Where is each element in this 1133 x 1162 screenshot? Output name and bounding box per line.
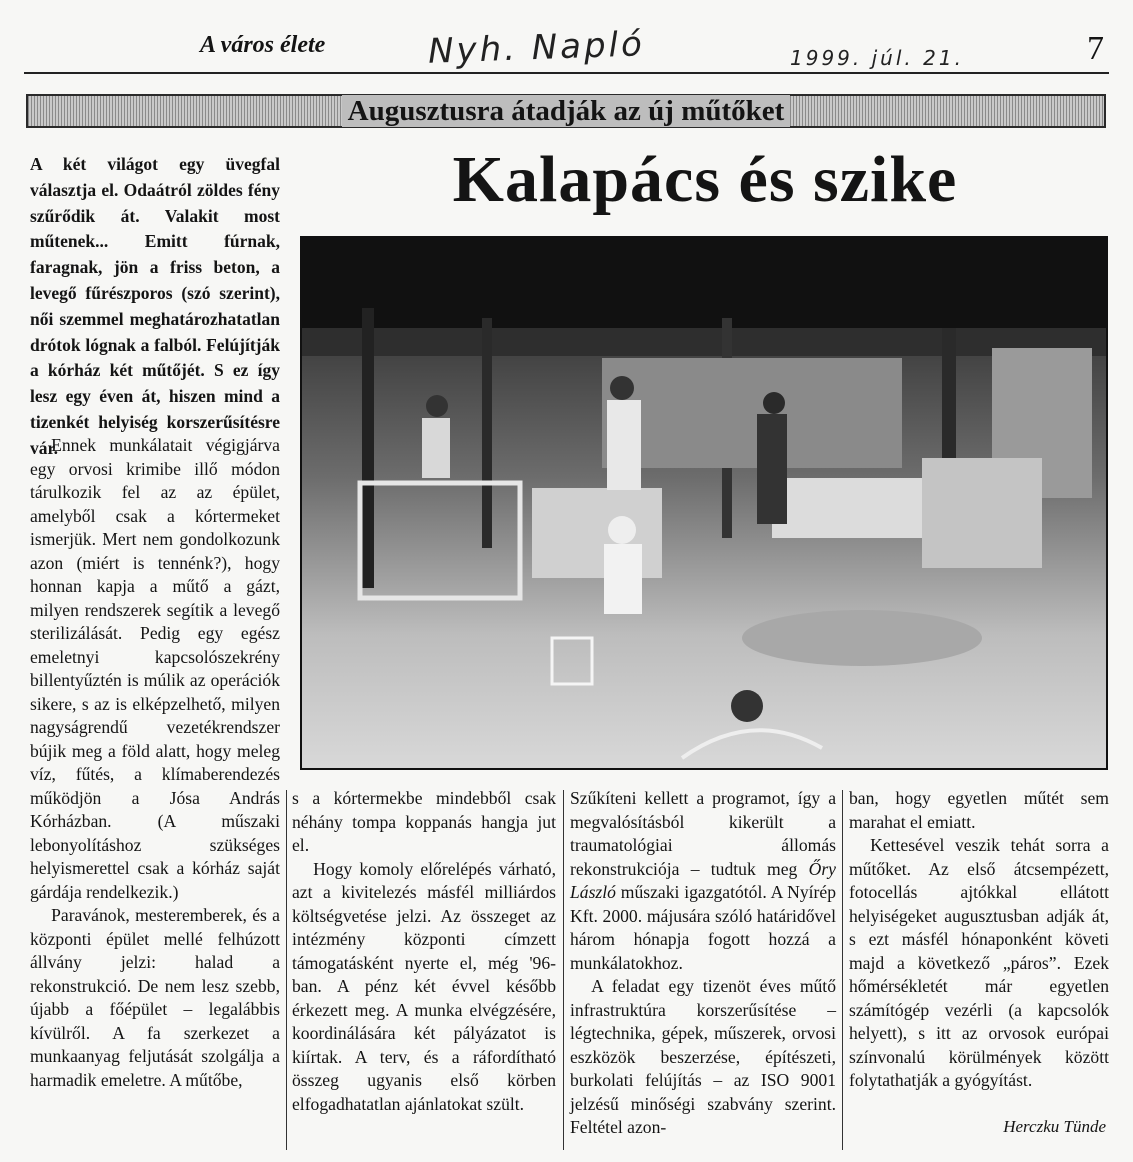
construction-photo-illustration (302, 238, 1106, 768)
body-column-4 (849, 787, 1109, 1093)
headline: Kalapács és szike (452, 143, 958, 216)
paragraph: A feladat egy tizenöt éves műtő infrastruktúra korszerűsítése – légtechnika, gépek, műszerek, orvosi eszközök beszerzése, építészeti, burkolati felújítás – az ISO 9001 jelzésű minőségi szabvány szerint. Feltétel azon- (570, 976, 836, 1137)
section-title: A város élete (200, 32, 326, 58)
paragraph: Ennek munkálatait végigjárva egy orvosi krimibe illő módon tárulkozik fel az az épület, amelyből csak a kórtermeket ismerjük. Mert nem gondolkozunk azon (miért is tennénk?), hogy honnan kapja a műtő a gázt, milyen rendszerek segítik a levegő sterilizálását. Pedig egy egész emeletnyi kapcsolószekrény billentyűztén is múlik az operációk sikere, s az is elképzelhető, milyen nagyságrendű vezetékrendszer bújik meg a föld alatt, hogy meleg víz, fűtés, a klímaberendezés működjön a Jósa András Kórházban. (A műszaki lebonyolításhoz szükséges helyismerettel csak a kórház saját gárdája rendelkezik.) (30, 435, 280, 902)
kicker-text: Augusztusra átadják az új műtőket (342, 95, 791, 127)
page-number: 7 (1087, 30, 1104, 67)
paragraph: Hogy komoly előrelépés várható, azt a kivitelezés másfél milliárdos költségvetése jelzi. Az összeget az intézmény központi címzett támogatásként nyerte el, még '96-ban. A pénz két évvel később érkezett meg. A munka elvégzésére, koordinálására két pályázatot is kiírtak. A terv, és a ráfordítható összeg ugyanis első körben elfogadhatatlan ajánlatokat szült. (292, 858, 556, 1114)
article-photo (300, 236, 1108, 770)
paragraph: s a kórtermekbe mindebből csak néhány tompa koppanás hangja jut el. (292, 788, 556, 855)
text-run: Szűkíteni kellett a programot, így a megvalósításból kikerült a traumatológiai állomás rekonstrukciója – tudtuk meg (570, 788, 836, 879)
kicker-banner (26, 94, 1106, 128)
handwritten-publication-name: Nyh. Napló (427, 24, 646, 72)
handwritten-date: 1999. júl. 21. (790, 46, 964, 70)
body-column-3 (570, 787, 836, 1140)
column-divider (842, 790, 843, 1150)
body-column-1 (30, 434, 280, 1092)
lead-paragraph: A két világot egy üvegfal választja el. Odaátról zöldes fény szűrődik át. Valakit most műtenek... Emitt fúrnak, faragnak, jön a friss beton, a levegő fűrészporos (szó szerint), női szemmel meghatározhatatlan drótok lógnak a falból. Felújítják a kórház két műtőjét. S ez így lesz egy éven át, hiszen mind a tizenkét helyiség korszerűsítésre vár. (30, 154, 280, 458)
column-divider (563, 790, 564, 1150)
paragraph: ban, hogy egyetlen műtét sem marahat el emiatt. (849, 788, 1109, 832)
byline: Herczku Tünde (1003, 1117, 1106, 1136)
header-rule (24, 72, 1109, 74)
column-divider (286, 790, 287, 1150)
paragraph: Paravánok, mesteremberek, és a központi épület mellé felhúzott állvány jelzi: halad a rekonstrukció. De nem lesz szebb, újabb a főépület – legalábbis kívülről. A fa szerkezet a munkaanyag feljutását szolgálja a harmadik emeletre. A műtőbe, (30, 905, 280, 1090)
paragraph: Kettesével veszik tehát sorra a műtőket. Az első átcsempézett, fotocellás ajtókkal ellátott helyiségeket augusztusban adják át, s ezt másfél hónaponként követi majd a következő „páros”. Ezek hőmérsékletét már egyetlen számítógép vezérli (a kapcsolók helyett), s itt az orvosok európai színvonalú körülmények között folytathatják a gyógyítást. (849, 835, 1109, 1090)
paragraph (570, 787, 836, 975)
text-run: műszaki igazgatótól. A Nyírép Kft. 2000. májusára szóló határidővel három hónapja fogott hozzá a munkálatokhoz. (570, 882, 836, 973)
person-name: Őry László (570, 858, 836, 902)
body-column-2 (292, 787, 556, 1116)
